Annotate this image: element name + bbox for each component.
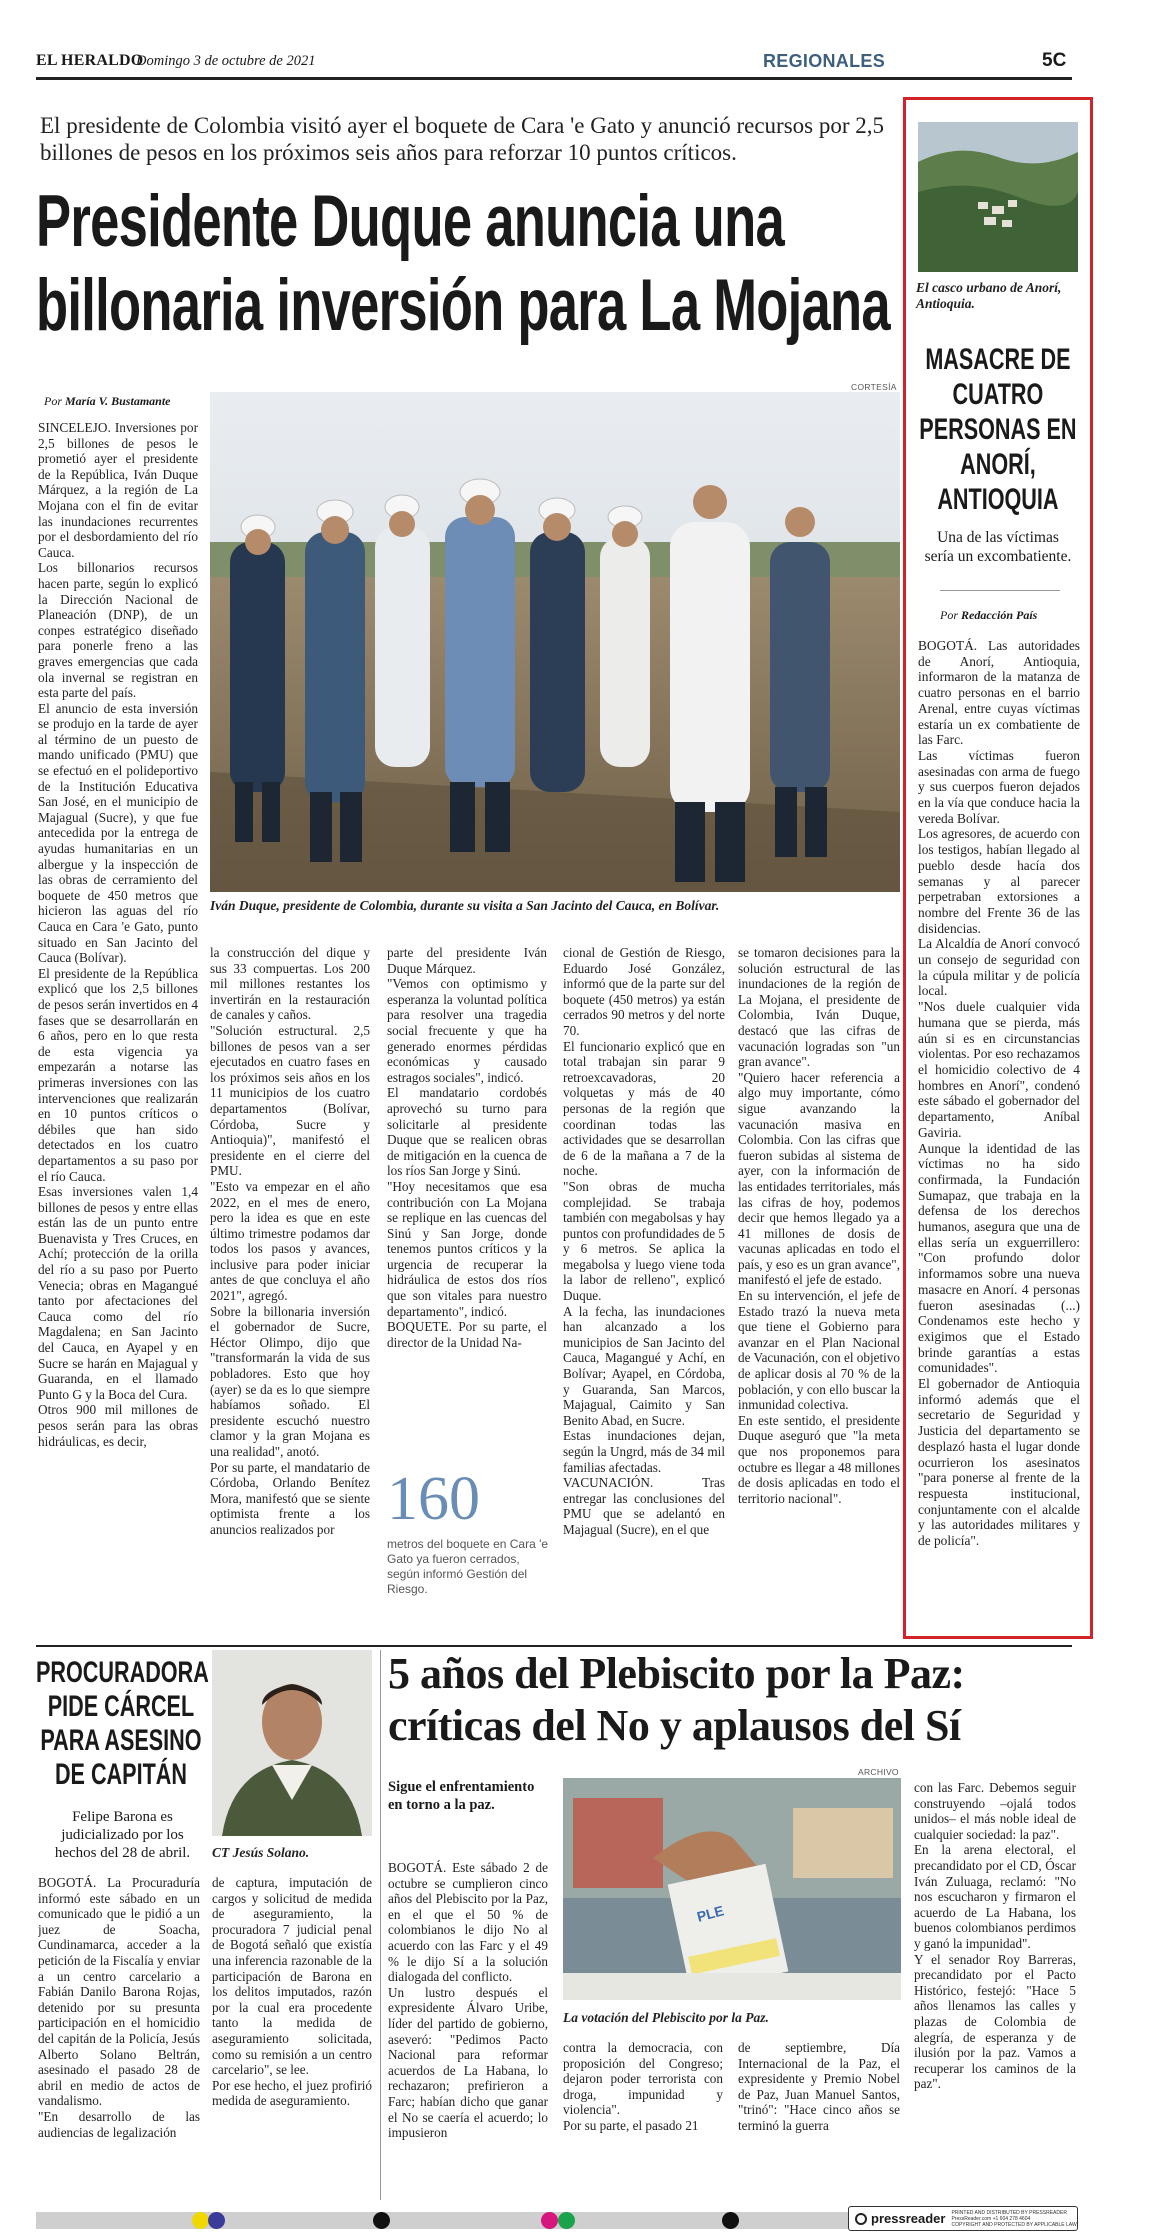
pressreader-badge: [848, 2206, 1078, 2231]
bottom-section-rule: [36, 1645, 1072, 1647]
plebiscito-photo-caption: La votación del Plebiscito por la Paz.: [563, 2010, 769, 2025]
main-byline: Por María V. Bustamante: [44, 394, 171, 408]
plebiscito-dek: Sigue el enfrentamiento en torno a la paz.: [388, 1779, 535, 1813]
main-col-4: cional de Gestión de Riesgo, Eduardo José González, informó que de la parte sur del boquete (450 metros) ya están cerrados 90 metros y del norte 70. El funcionario explicó que en total trabajan sin parar 9 retroexcavadoras, 20 volquetas y más de 40 personas de la región que coordinan todas las actividades que se desarrollan de 6 de la mañana a 7 de la noche. "Son obras de mucha complejidad. Se trabaja también con megabolsas y hay puntos con profundidades de 5 y 6 metros. Se aplica la megabolsa y luego viene toda la labor de relleno", explicó Duque. A la fecha, las inundaciones han alcanzado a los municipios de San Jacinto del Cauca, Magangué y Achí, en Bolívar; Ayapel, en Córdoba, y Guaranda, San Marcos, Majagual, Caimito y San Benito Abad, en Sucre. Estas inundaciones dejan, según la Ungrd, más de 34 mil familias afectadas. VACUNACIÓN. Tras entregar las conclusiones del PMU que se adelantó en Majagual (Sucre), en el que: [563, 945, 725, 1537]
sidebar-photo-caption: El casco urbano de Anorí, Antioquia.: [916, 280, 1062, 311]
plebiscito-col-2: contra la democracia, con proposición del Congreso; dejaron poder terrorista con droga, impunidad y violencia". Por su parte, el pasado 21: [563, 2040, 723, 2133]
reg-dot-black-1: [373, 2212, 390, 2229]
main-photo-caption: Iván Duque, presidente de Colombia, durante su visita a San Jacinto del Cauca, en Bolívar.: [210, 898, 720, 913]
stat-text: metros del boquete en Cara 'e Gato ya fueron cerrados, según informó Gestión del Riesgo.: [387, 1537, 549, 1596]
main-dek: El presidente de Colombia visitó ayer el boquete de Cara 'e Gato y anunció recursos por 2,5 billones de pesos en los próximos seis años para reforzar 10 puntos críticos.: [40, 113, 885, 165]
pressreader-brand: pressreader: [871, 2211, 946, 2226]
procuradora-photo: [212, 1650, 372, 1836]
procuradora-headline: PROCURADORA PIDE CÁRCEL PARA ASESINO DE CAPITÁN: [36, 1656, 209, 1791]
sidebar-byline: Por Redacción País: [940, 608, 1038, 622]
reg-dot-blue: [208, 2212, 225, 2229]
plebiscito-photo-credit: ARCHIVO: [858, 1767, 899, 1777]
reg-dot-magenta: [541, 2212, 558, 2229]
plebiscito-headline: 5 años del Plebiscito por la Paz: críticas del No y aplausos del Sí: [388, 1649, 965, 1750]
page-number: 5C: [1042, 50, 1067, 71]
issue-date: Domingo 3 de octubre de 2021: [136, 53, 316, 69]
photo-credit: CORTESÍA: [851, 382, 897, 392]
sidebar-photo: [918, 122, 1078, 272]
main-col-1: SINCELEJO. Inversiones por 2,5 billones de pesos le prometió ayer el presidente de la República, Iván Duque Márquez, a la región de La Mojana con el fin de evitar las inundaciones recurrentes por el desbordamiento del río Cauca. Los billonarios recursos hacen parte, según lo explicó la Dirección Nacional de Planeación (DNP), de un conpes estratégico diseñado para ponerle freno a las graves emergencias que cada ola invernal se registran en esta parte del país. El anuncio de esta inversión se produjo en la tarde de ayer al término de un puesto de mando unificado (PMU) que se efectuó en el polideportivo de la Institución Educativa San José, en el municipio de Majagual (Sucre), y que fue antecedida por la entrega de ayudas humanitarias en un albergue y la inspección de las obras de cerramiento del boquete de 450 metros que hicieron las aguas del río Cauca en Cara 'e Gato, punto situado en San Jacinto del Cauca (Bolívar). El presidente de la República explicó que los 2,5 billones de pesos serán invertidos en 4 fases que se desarrollarán en 6 años, pero en lo que resta de esta vigencia ya empezarán a notarse las primeras inversiones con las intervenciones que realizarán en 10 puntos críticos o débiles que han sido detectados en los cuatro departamentos a su paso por el río Cauca. Esas inversiones valen 1,4 billones de pesos y entre ellas están las de un punto entre Buenavista y Tres Cruces, en Achí; protección de la orilla del río a su paso por Puerto Venecia; obras en Magangué tanto por afectaciones del Cauca como del río Magdalena; en San Jacinto del Cauca, en Ayapel y en Sucre se harán en Majagual y Guaranda, en el llamado Punto G y la Boca del Cura. Otros 900 mil millones de pesos serán para las obras hidráulicas, es decir,: [38, 420, 198, 1449]
plebiscito-col-1: BOGOTÁ. Este sábado 2 de octubre se cumplieron cinco años del Plebiscito por la Paz, en el que el 50 % de colombianos le dijo No al acuerdo con las Farc y el 49 % le dijo Sí a la solución dialogada del conflicto. Un lustro después el expresidente Álvaro Uribe, líder del partido de gobierno, aseveró: "Pedimos Pacto Nacional para reformar acuerdos de La Habana, lo rechazaron; prefirieron a Farc; habían dicho que ganar el No se caería el acuerdo; lo impusieron: [388, 1860, 548, 2141]
pressreader-icon: [855, 2213, 867, 2225]
main-col-5: se tomaron decisiones para la solución estructural de las inundaciones de la región de La Mojana, el presidente de Colombia, Iván Duque, destacó que las cifras de vacunación logradas son "un gran avance". "Quiero hacer referencia a algo muy importante, cómo sigue avanzando la vacunación masiva en Colombia. Con las cifras que fueron subidas al sistema de ayer, con la información de las entidades territoriales, más las cifras de hoy, podemos decir que hemos llegado ya a 41 millones de dosis de vacunas aplicadas en todo el país, y eso es un gran avance", manifestó el jefe de estado. En su intervención, el jefe de Estado trazó la nueva meta que tiene el Gobierno para avanzar en el Plan Nacional de Vacunación, con el objetivo de aplicar dosis al 70 % de la población, y con ello buscar la inmunidad colectiva. En este sentido, el presidente Duque aseguró que "la meta que nos proponemos para octubre es llegar a 48 millones de dosis aplicadas en todo el territorio nacional".: [738, 945, 900, 1506]
main-headline: Presidente Duque anuncia una billonaria inversión para La Mojana: [36, 181, 890, 346]
procuradora-col-2: de captura, imputación de cargos y solicitud de medida de aseguramiento, la procuradora 7 judicial penal de Bogotá señaló que existía una inferencia razonable de la participación de Barona en los delitos imputados, razón por la cual era procedente tanto la medida de aseguramiento solicitada, como su remisión a un centro carcelario", se lee. Por ese hecho, el juez profirió medida de aseguramiento.: [212, 1875, 372, 2109]
sidebar-dek-rule: [940, 590, 1060, 591]
procuradora-dek: Felipe Barona es judicializado por los hechos del 28 de abril.: [54, 1809, 191, 1861]
procuradora-col-1: BOGOTÁ. La Procuraduría informó este sábado en un comunicado que le pidió a un juez de Soacha, Cundinamarca, acceder a la petición de la Fiscalía y enviar a un centro carcelario a Fabián Danilo Barona Rojas, detenido por su presunta participación en el homicidio del capitán de la Policía, Jesús Alberto Solano Beltrán, asesinado el pasado 28 de abril en medio de actos de vandalismo. "En desarrollo de las audiencias de legalización: [38, 1875, 200, 2140]
sidebar-body: BOGOTÁ. Las autoridades de Anorí, Antioquia, informaron de la matanza de cuatro personas en el barrio Arenal, entre cuyas víctimas estaría un ex combatiente de las Farc. Las víctimas fueron asesinadas con arma de fuego y sus cuerpos fueron dejados en la vía que conduce hacia la vereda Bolívar. Los agresores, de acuerdo con los testigos, habían llegado al pueblo desde hacía dos semanas y al parecer perpetraban extorsiones a nombre del Frente 36 de las disidencias. La Alcaldía de Anorí convocó un consejo de seguridad con la cúpula militar y de policía local. "Nos duele cualquier vida humana que se pierda, más aún si es en circunstancias violentas. Por eso rechazamos el homicidio colectivo de 4 hombres en Anorí", condenó este sábado el gobernador del departamento, Aníbal Gaviria. Aunque la identidad de las víctimas no ha sido confirmada, la Fundación Sumapaz, que trabaja en la defensa de los derechos humanos, asegura que una de ellas sería un exguerrillero: "Con profundo dolor informamos sobre una nueva masacre en Anorí. 4 personas fueron asesinadas (...) Condenamos este hecho y exigimos que el Estado brinde garantías a estas comunidades". El gobernador de Antioquia informó además que el secretario de Seguridad y Justicia del departamento se desplazó hasta el lugar donde ocurrieron los asesinatos "para ponerse al frente de la respuesta institucional, conjuntamente con el alcalde y las autoridades militares y de policía".: [918, 638, 1080, 1549]
plebiscito-col-4: con las Farc. Debemos seguir construyendo –ojalá todos unidos– el más noble ideal de cualquier sociedad: la paz". En la arena electoral, el precandidato por el CD, Óscar Iván Zuluaga, reclamó: "No nos escucharon y firmaron el acuerdo de La Habana, los buenos colombianos perdimos y ganó la impunidad". Y el senador Roy Barreras, precandidato por el Pacto Histórico, festejó: "Hace 5 años llenamos las calles y plazas de Colombia de alegría, de esperanza y de ilusión por la paz. Vamos a recuperar los caminos de la paz".: [914, 1780, 1076, 2092]
header-rule: [36, 77, 1072, 80]
sidebar-dek: Una de las víctimas sería un excombatiente.: [924, 529, 1072, 565]
main-col-2: la construcción del dique y sus 33 compuertas. Los 200 mil millones restantes los invertirán en la restauración de canales y caños. "Solución estructural. 2,5 billones de pesos van a ser ejecutados en cuatro fases en los próximos seis años en los 11 municipios de los cuatro departamentos (Bolívar, Córdoba, Sucre y Antioquia)", manifestó el presidente en el cierre del PMU. "Esto va empezar en el año 2022, en el mes de enero, pero la idea es que en este último trimestre podamos dar todos los pasos y avances, inclusive para poder iniciar antes de que concluya el año 2021", agregó. Sobre la billonaria inversión el gobernador de Sucre, Héctor Olimpo, dijo que "transformarán la vida de sus pobladores. Esto que hoy (ayer) se da es lo que siempre habíamos soñado. El presidente escuchó nuestro clamor y la gran Mojana es una realidad", anotó. Por su parte, el mandatario de Córdoba, Orlando Benítez Mora, manifestó que se siente optimista frente a los anuncios realizados por: [210, 945, 370, 1537]
reg-dot-black-2: [722, 2212, 739, 2229]
paper-name: EL HERALDO: [36, 52, 144, 69]
plebiscito-col-3: de septiembre, Día Internacional de la Paz, el expresidente y Premio Nobel de Paz, Juan Manuel Santos, "trinó": "Hace cinco años se terminó la guerra: [738, 2040, 900, 2133]
pressreader-small-print: PRINTED AND DISTRIBUTED BY PRESSREADER PressReader.com +1 604 278 4604 COPYRIGHT AND PROTECTED BY APPLICABLE LAW: [951, 2209, 1077, 2228]
procuradora-photo-caption: CT Jesús Solano.: [212, 1845, 310, 1860]
section-name: REGIONALES: [763, 51, 886, 71]
procuradora-divider: [380, 1650, 381, 2200]
main-col-3: parte del presidente Iván Duque Márquez. "Vemos con optimismo y esperanza la voluntad política para resolver una tragedia social frecuente y que ha generado enormes pérdidas económicas y causado estragos sociales", indicó. El mandatario cordobés aprovechó su turno para solicitarle al presidente Duque que se realicen obras de mitigación en la cuenca de los ríos San Jorge y Sinú. "Hoy necesitamos que esa contribución con La Mojana se replique en las cuencas del Sinú y San Jorge, donde tenemos puntos críticos y la urgencia de recuperar la hidráulica de estos dos ríos que son vitales para nuestro departamento", indicó. BOQUETE. Por su parte, el director de la Unidad Na-: [387, 945, 547, 1350]
stat-number: 160: [387, 1465, 480, 1533]
reg-dot-green: [558, 2212, 575, 2229]
plebiscito-photo: [563, 1778, 901, 2000]
masthead: [36, 50, 1070, 76]
reg-dot-yellow: [192, 2212, 209, 2229]
main-photo: [210, 392, 900, 892]
sidebar-headline: MASACRE DE CUATRO PERSONAS EN ANORÍ, ANTIOQUIA: [919, 343, 1077, 516]
ballot-text: PLE: [695, 1902, 726, 1925]
